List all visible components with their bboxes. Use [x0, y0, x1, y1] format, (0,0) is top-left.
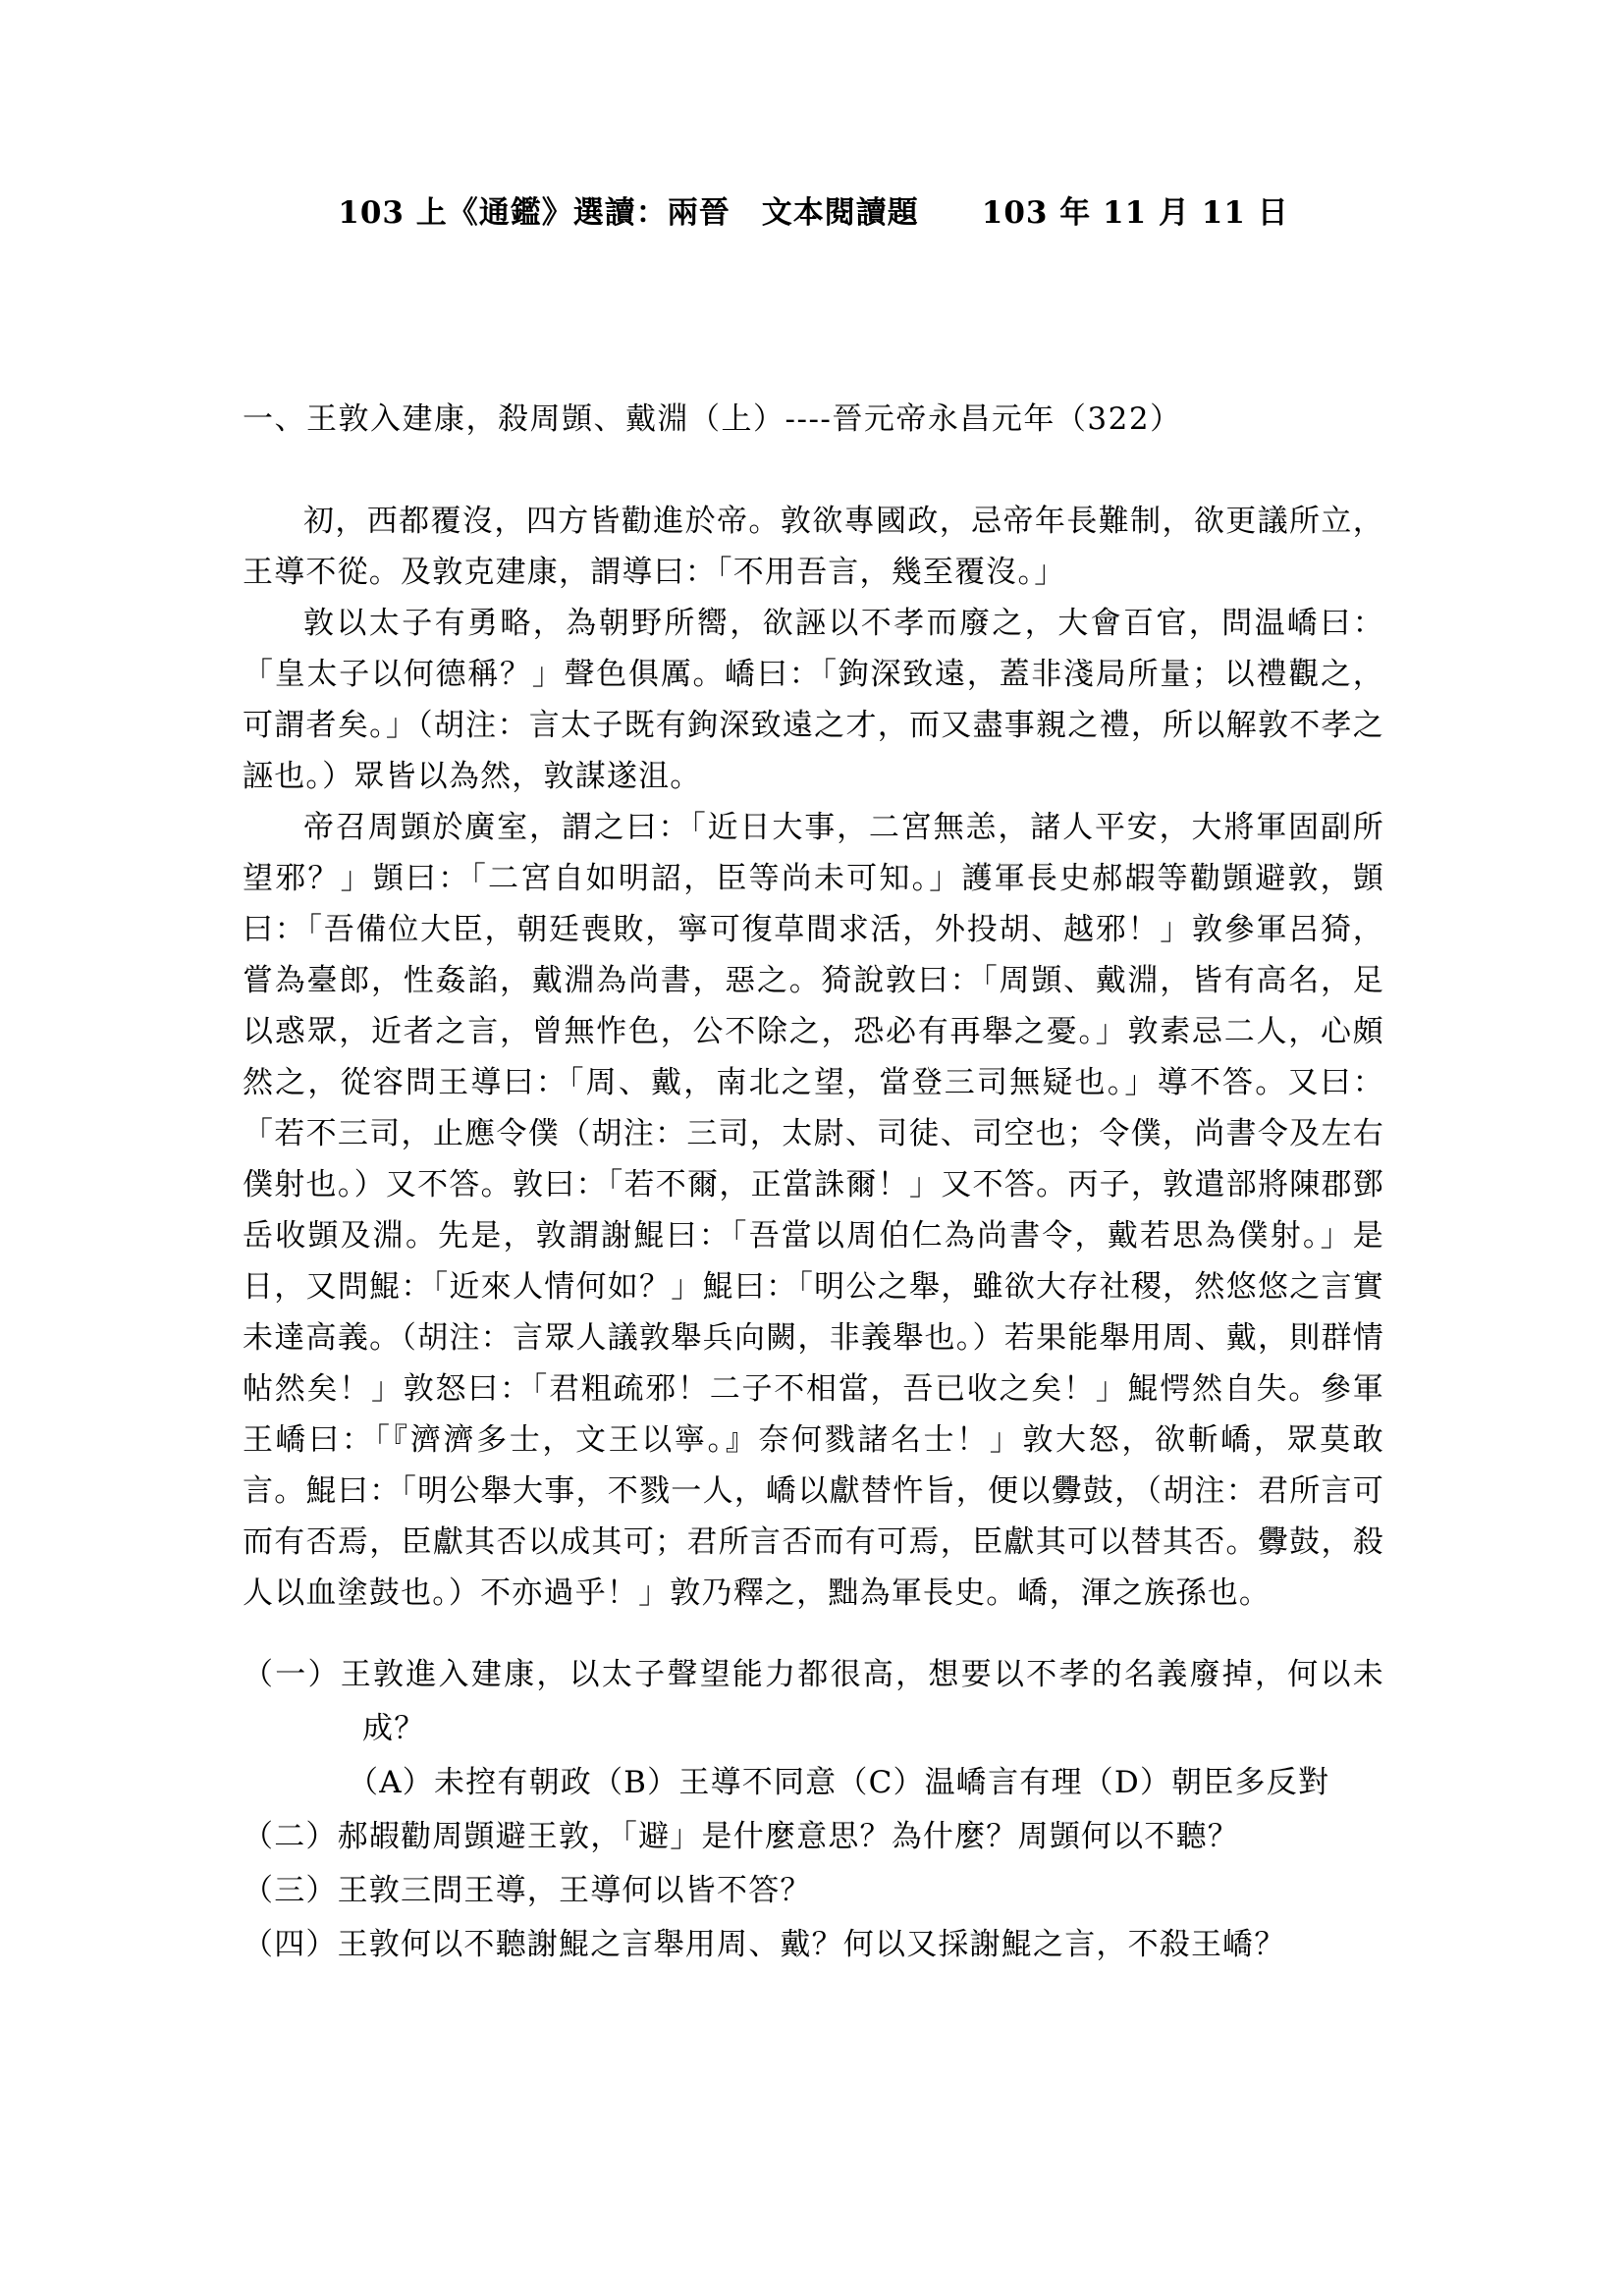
doc-title: 103 上《通鑑》選讀：兩晉 文本閱讀題 103 年 11 月 11 日: [338, 195, 1289, 231]
question-4: （四）王敦何以不聽謝鯤之言舉用周、戴？何以又採謝鯤之言，不殺王嶠？: [243, 1927, 1286, 1962]
question-2: （二）郝嘏勸周顗避王敦，「避」是什麼意思？為什麼？周顗何以不聽？: [243, 1819, 1239, 1854]
paragraph-2: 敦以太子有勇略，為朝野所嚮，欲誣以不孝而廢之，大會百官，問温嶠曰：「皇太子以何德稱？」聲色俱厲。嶠曰：「鉤深致遠，蓋非淺局所量；以禮觀之，可謂者矣。」（胡注：言太子既有鉤深致遠之才，而又盡事親之禮，所以解敦不孝之誣也。）眾皆以為然，敦謀遂沮。: [243, 606, 1384, 794]
question-1: （一）王敦進入建康，以太子聲望能力都很高，想要以不孝的名義廢掉，何以未成？: [243, 1657, 1384, 1746]
paragraph-3: 帝召周顗於廣室，謂之曰：「近日大事，二宮無恙，諸人平安，大將軍固副所望邪？」顗曰：「二宮自如明詔，臣等尚未可知。」護軍長史郝嘏等勸顗避敦，顗曰：「吾備位大臣，朝廷喪敗，寧可復草間求活，外投胡、越邪！」敦參軍呂猗，嘗為臺郎，性姦諂，戴淵為尚書，惡之。猗說敦曰：「周顗、戴淵，皆有高名，足以惑眾，近者之言，曾無怍色，公不除之，恐必有再舉之憂。」敦素忌二人，心頗然之，從容問王導曰：「周、戴，南北之望，當登三司無疑也。」導不答。又曰：「若不三司，止應令僕（胡注：三司，太尉、司徒、司空也；令僕，尚書令及左右僕射也。）又不答。敦曰：「若不爾，正當誅爾！」又不答。丙子，敦遣部將陳郡鄧岳收顗及淵。先是，敦謂謝鯤曰：「吾當以周伯仁為尚書令，戴若思為僕射。」是日，又問鯤：「近來人情何如？」鯤曰：「明公之舉，雖欲大存社稷，然悠悠之言實未達高義。（胡注：言眾人議敦舉兵向闕，非義舉也。）若果能舉用周、戴，則群情帖然矣！」敦怒曰：「君粗疏邪！二子不相當，吾已收之矣！」鯤愕然自失。參軍王嶠曰：「『濟濟多士，文王以寧。』奈何戮諸名士！」敦大怒，欲斬嶠，眾莫敢言。鯤曰：「明公舉大事，不戮一人，嶠以獻替忤旨，便以釁鼓，（胡注：君所言可而有否焉，臣獻其否以成其可；君所言否而有可焉，臣獻其可以替其否。釁鼓，殺人以血塗鼓也。）不亦過乎！」敦乃釋之，黜為軍長史。嶠，渾之族孫也。: [243, 810, 1384, 1611]
paragraph-1: 初，西都覆沒，四方皆勸進於帝。敦欲專國政，忌帝年長難制，欲更議所立，王導不從。及敦克建康，謂導曰：「不用吾言，幾至覆沒。」: [243, 504, 1384, 590]
passage: [243, 496, 1384, 1619]
questions-section: [243, 1648, 1384, 1972]
question-1-options: （A）未控有朝政（B）王導不同意（C）温嶠言有理（D）朝臣多反對: [348, 1765, 1330, 1800]
section-heading: 一、王敦入建康，殺周顗、戴淵（上）----晉元帝永昌元年（322）: [243, 401, 1182, 437]
question-3: （三）王敦三問王導，王導何以皆不答？: [243, 1873, 812, 1908]
